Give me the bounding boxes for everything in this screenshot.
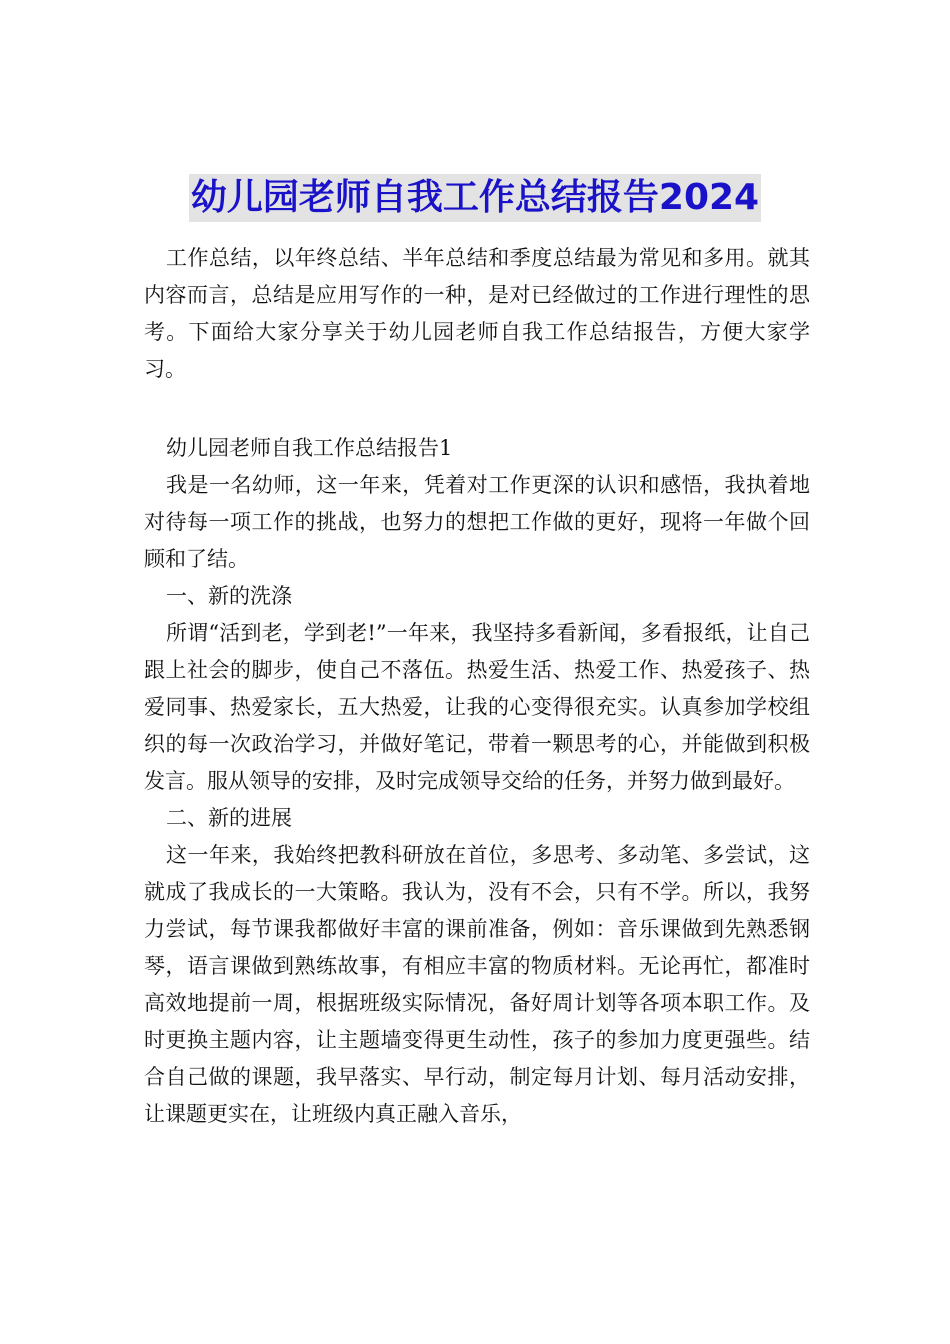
heading-2: 二、新的进展 (166, 806, 292, 830)
document-body (144, 240, 810, 1133)
paragraph-3: 这一年来，我始终把教科研放在首位，多思考、多动笔、多尝试，这就成了我成长的一大策略。我认为，没有不会，只有不学。所以，我努力尝试，每节课我都做好丰富的课前准备，例如：音乐课做到先熟悉钢琴，语言课做到熟练故事，有相应丰富的物质材料。无论再忙，都准时高效地提前一周，根据班级实际情况，备好周计划等各项本职工作。及时更换主题内容，让主题墙变得更生动性，孩子的参加力度更强些。结合自己做的课题，我早落实、早行动，制定每月计划、每月活动安排，让课题更实在，让班级内真正融入音乐， (144, 843, 810, 1126)
paragraph-2: 所谓“活到老，学到老!”一年来，我坚持多看新闻，多看报纸，让自己跟上社会的脚步，使自己不落伍。热爱生活、热爱工作、热爱孩子、热爱同事、热爱家长，五大热爱，让我的心变得很充实。认真参加学校组织的每一次政治学习，并做好笔记，带着一颗思考的心，并能做到积极发言。服从领导的安排，及时完成领导交给的任务，并努力做到最好。 (144, 621, 810, 793)
intro-paragraph: 工作总结，以年终总结、半年总结和季度总结最为常见和多用。就其内容而言，总结是应用写作的一种，是对已经做过的工作进行理性的思考。下面给大家分享关于幼儿园老师自我工作总结报告，方便大家学习。 (144, 246, 810, 381)
title-container (0, 174, 950, 222)
paragraph-gap (144, 388, 810, 430)
heading-1: 一、新的洗涤 (166, 584, 292, 608)
paragraph-1: 我是一名幼师，这一年来，凭着对工作更深的认识和感悟，我执着地对待每一项工作的挑战，也努力的想把工作做的更好，现将一年做个回顾和了结。 (144, 473, 810, 571)
document-title: 幼儿园老师自我工作总结报告2024 (189, 174, 761, 222)
section-title: 幼儿园老师自我工作总结报告1 (166, 436, 453, 460)
